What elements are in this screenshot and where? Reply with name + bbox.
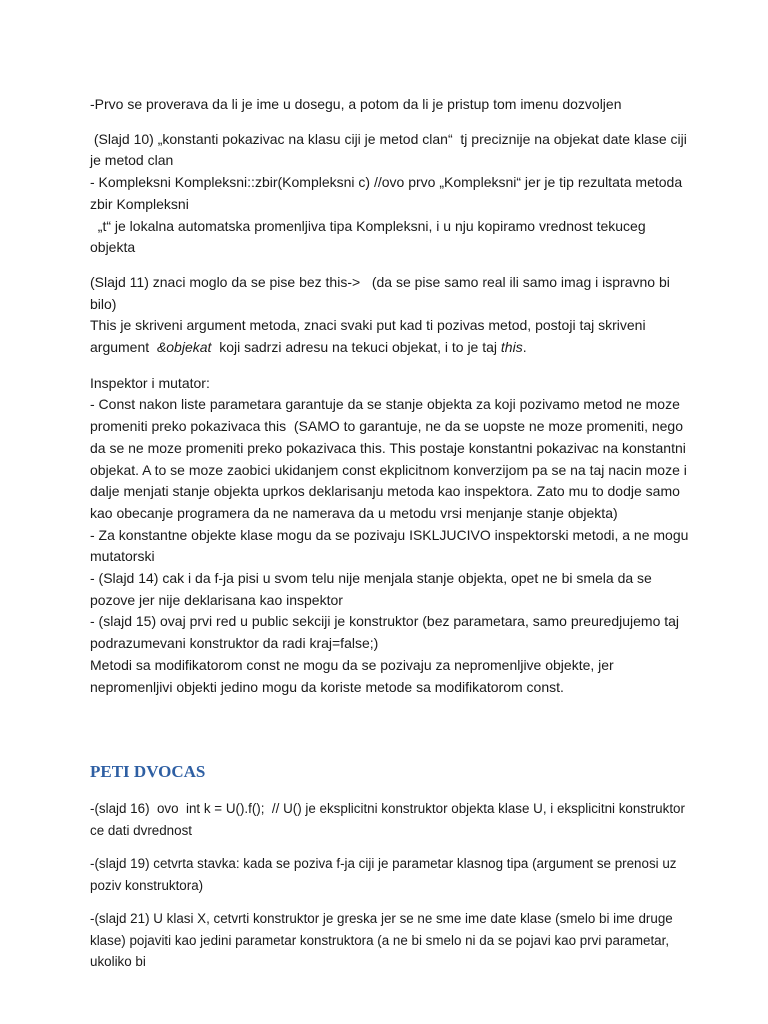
document-page — [90, 94, 693, 973]
paragraph: - (slajd 15) ovaj prvi red u public sekciji je konstruktor (bez parametara, samo preuredjujemo taj podrazumevani konstruktor da radi kraj=false;) — [90, 613, 683, 652]
text-run: This je skriveni argument metoda, znaci svaki put kad ti pozivas metod, postoji taj skriveni argument — [90, 317, 650, 356]
paragraph: -(slajd 16) ovo int k = U().f(); // U() je eksplicitni konstruktor objekta klase U, i eksplicitni konstruktor ce dati dvrednost — [90, 801, 689, 838]
paragraph: „t“ je lokalna automatska promenljiva tipa Kompleksni, i u nju kopiramo vrednost tekuceg objekta — [90, 217, 650, 256]
italic-text: &objekat — [156, 339, 212, 356]
paragraph — [90, 315, 690, 358]
paragraph: (Slajd 10) „konstanti pokazivac na klasu ciji je metod clan“ tj preciznije na objekat date klase ciji je metod clan — [90, 130, 691, 169]
paragraph: -(slajd 19) cetvrta stavka: kada se poziva f-ja ciji je parametar klasnog tipa (argument se prenosi uz poziv konstruktora) — [90, 856, 681, 893]
paragraph: - (Slajd 14) cak i da f-ja pisi u svom telu nije menjala stanje objekta, opet ne bi smela da se pozove jer nije deklarisana kao inspektor — [90, 570, 656, 608]
paragraph: (Slajd 11) znaci moglo da se pise bez this-> (da se pise samo real ili samo imag i ispravno bi bilo) — [90, 273, 674, 312]
section-body — [90, 798, 690, 973]
text-run: . — [522, 339, 527, 356]
section-heading: PETI DVOCAS — [90, 762, 206, 782]
paragraph: -Prvo se proverava da li je ime u dosegu, a potom da li je pristup tom imenu dozvoljen — [90, 96, 622, 112]
paragraph: - Const nakon liste parametara garantuje da se stanje objekta za koji pozivamo metod ne moze promeniti preko pokazivaca this (SAMO to garantuje, ne da se uopste ne moze promeniti, nego da se ne moze promeniti preko pokazivaca this. This postaje konstantni pokazivac na konstantni objekat. A to se moze zaobici ukidanjem const ekplicitnom konverzijom pa se na taj nacin moze i dalje menjati stanje objekta uprkos deklarisanju metoda kao inspektora. Zato mu to dodje samo kao obecanje programera da ne namerava da u metodu vrsi menjanje stanje objekta) — [90, 396, 691, 521]
paragraph: -(slajd 21) U klasi X, cetvrti konstruktor je greska jer se ne sme ime date klase (smelo bi ime druge klase) pojaviti kao jedini parametar konstruktora (a ne bi smelo ni da se pojavi kao prvi parametar, ukoliko bi — [90, 911, 677, 970]
paragraph: Metodi sa modifikatorom const ne mogu da se pozivaju za nepromenljive objekte, jer nepromenljivi objekti jedino mogu da koriste metode sa modifikatorom const. — [90, 656, 618, 695]
italic-text: this — [500, 339, 523, 356]
paragraph: - Za konstantne objekte klase mogu da se pozivaju ISKLJUCIVO inspektorski metodi, a ne mogu mutatorski — [90, 526, 693, 565]
paragraph: Inspektor i mutator: — [90, 374, 210, 391]
paragraph: - Kompleksni Kompleksni::zbir(Kompleksni c) //ovo prvo „Kompleksni“ jer je tip rezultata metoda zbir Kompleksni — [90, 174, 687, 212]
text-run: koji sadrzi adresu na tekuci objekat, i to je taj — [211, 339, 501, 356]
